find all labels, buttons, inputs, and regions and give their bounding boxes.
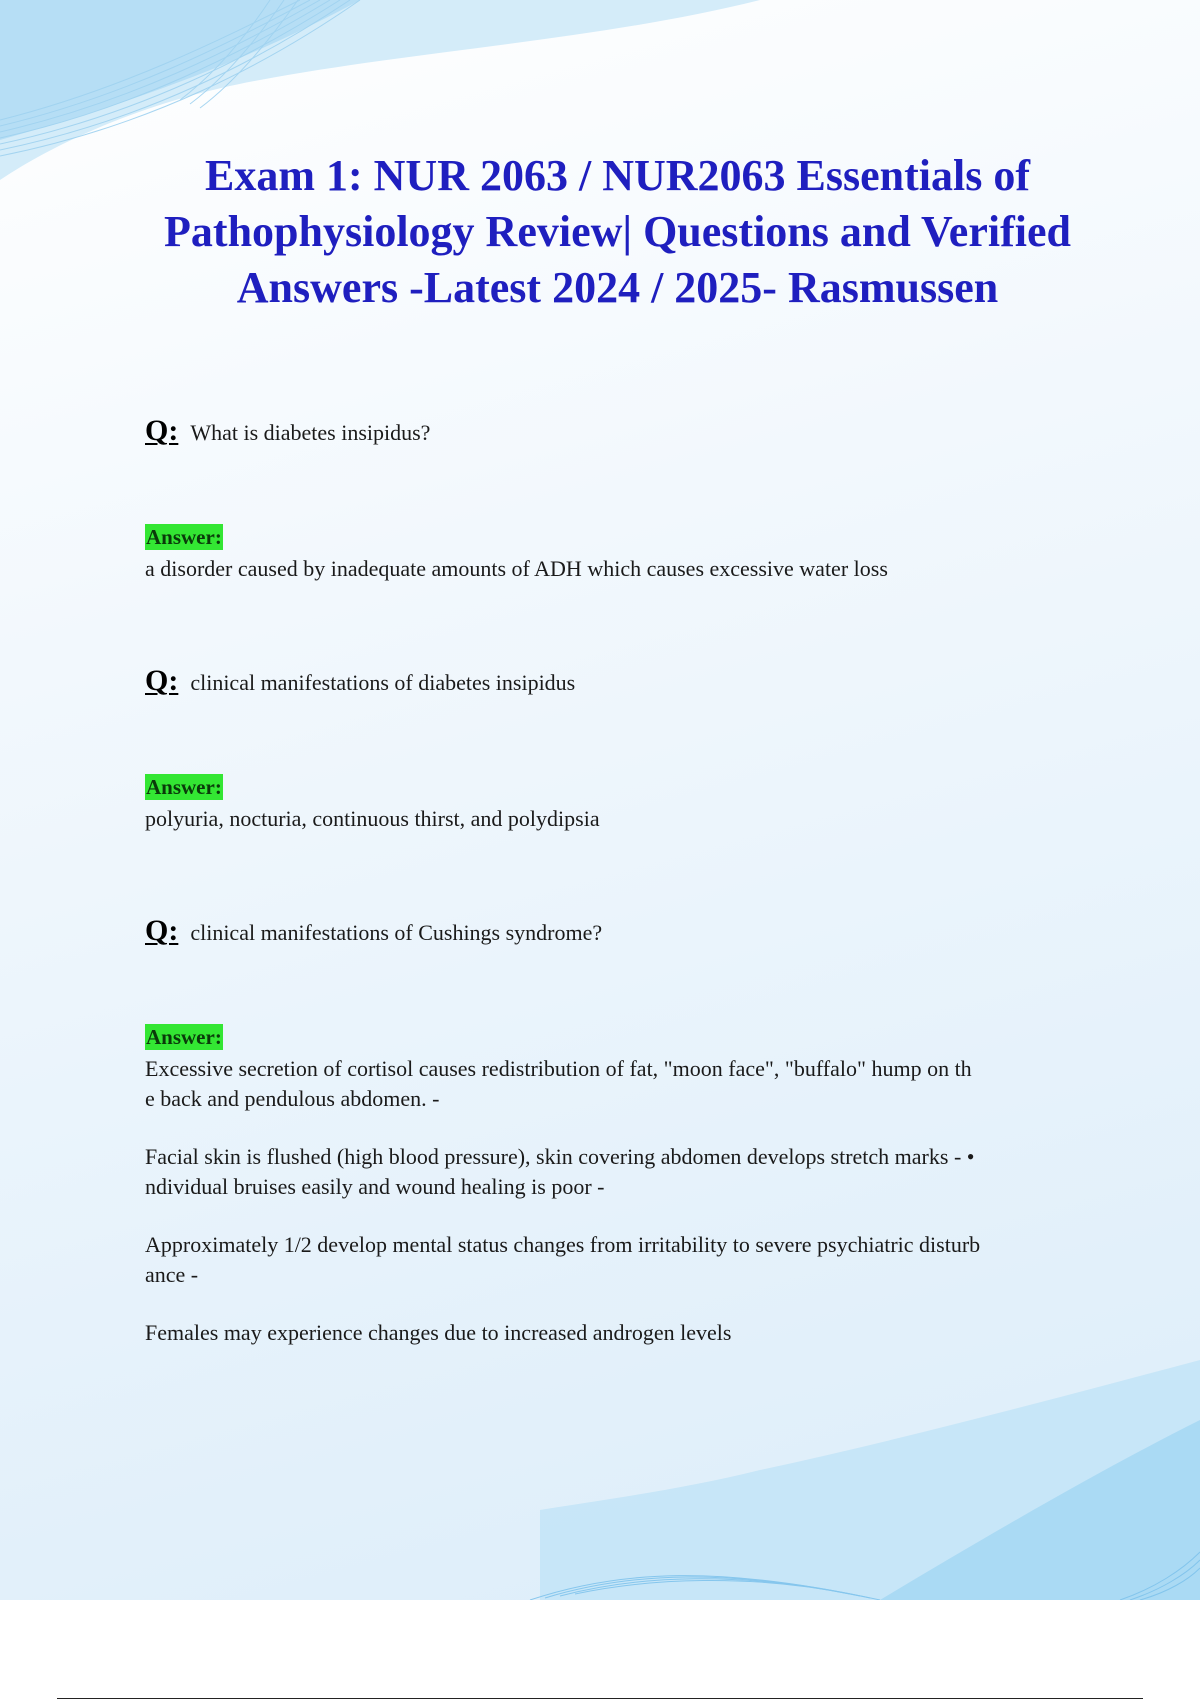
answer-paragraph: Excessive secretion of cortisol causes redistribution of fat, "moon face", "buffalo" hump on th e back and pendulous abdomen. -: [145, 1056, 972, 1111]
qa-item: [145, 414, 1090, 584]
question-row: [145, 414, 1090, 454]
answer-label: Answer:: [146, 525, 222, 549]
document-title: Exam 1: NUR 2063 / NUR2063 Essentials of Pathophysiology Review| Questions and Verified Answers -Latest 2024 / 2025- Rasmussen: [164, 151, 1071, 312]
question-text: What is diabetes insipidus?: [190, 420, 431, 445]
question-text: clinical manifestations of Cushings syndrome?: [190, 920, 603, 945]
answer-text: polyuria, nocturia, continuous thirst, and polydipsia: [145, 806, 600, 831]
question-row: [145, 664, 1090, 704]
answer-paragraph: Facial skin is flushed (high blood pressure), skin covering abdomen develops stretch marks - • ndividual bruises easily and wound healing is poor -: [145, 1144, 975, 1199]
footer-divider: [57, 1698, 1143, 1699]
qa-item: [145, 914, 1090, 1348]
question-label: Q:: [145, 914, 179, 947]
answer-paragraph: Approximately 1/2 develop mental status changes from irritability to severe psychiatric disturb ance -: [145, 1232, 981, 1287]
question-row: [145, 914, 1090, 954]
question-label: Q:: [145, 664, 179, 697]
qa-item: [145, 664, 1090, 834]
answer-label: Answer:: [146, 1025, 222, 1049]
answer-label: Answer:: [146, 775, 222, 799]
question-label: Q:: [145, 414, 179, 447]
answer-paragraph: Females may experience changes due to increased androgen levels: [145, 1320, 732, 1345]
answer-text: a disorder caused by inadequate amounts of ADH which causes excessive water loss: [145, 556, 888, 581]
question-text: clinical manifestations of diabetes insipidus: [190, 670, 576, 695]
